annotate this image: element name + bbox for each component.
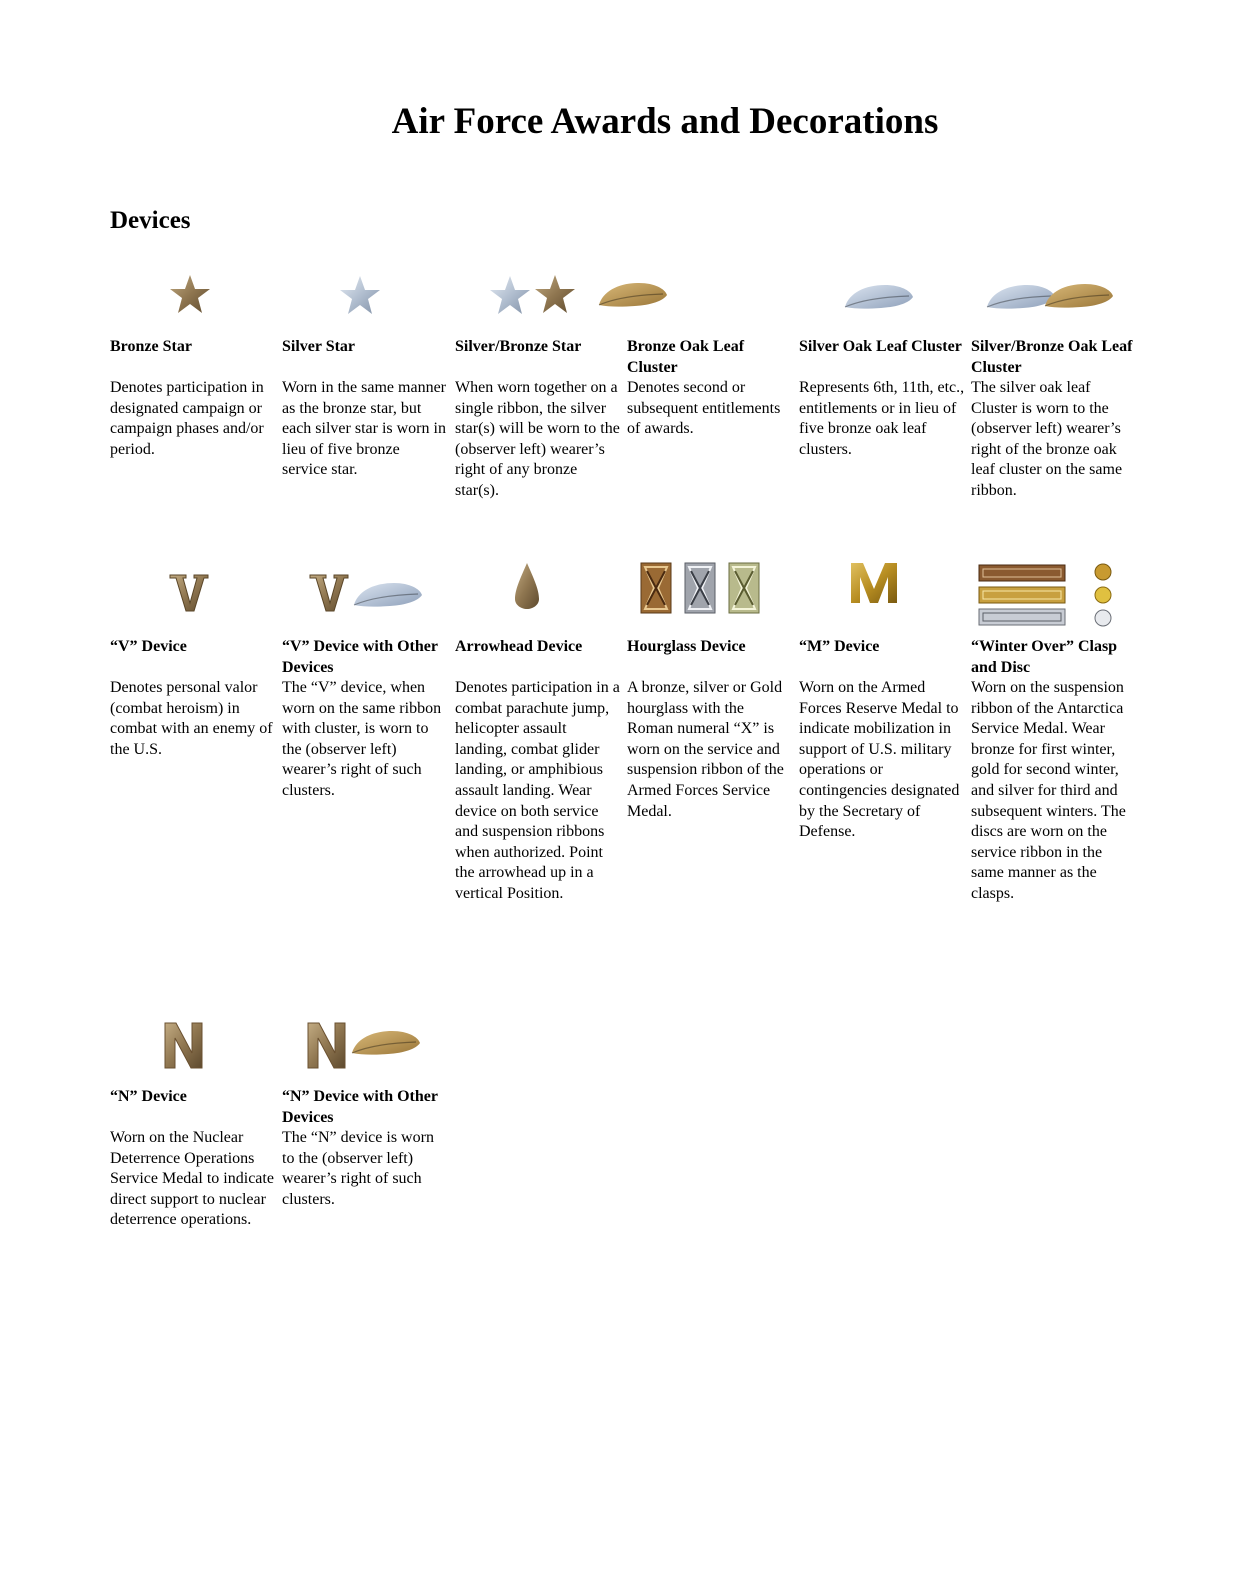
- device-name: Hourglass Device: [627, 638, 746, 655]
- device-name: “Winter Over” Clasp and Disc: [971, 638, 1118, 676]
- device-name: Silver Oak Leaf Cluster: [799, 338, 962, 355]
- device-description: The “V” device, when worn on the same ribbon with cluster, is worn to the (observer left) wearer’s right of such clusters.: [282, 679, 442, 799]
- device-winter-over-clasp-and-disc: [971, 563, 1137, 905]
- device-description: A bronze, silver or Gold hourglass with the Roman numeral “X” is worn on the service and suspension ribbon of the Armed Forces Service Medal.: [627, 679, 784, 820]
- device-description: When worn together on a single ribbon, the silver star(s) will be worn to the (observer left) wearer’s right of any bronze star(s).: [455, 379, 620, 499]
- n-device-with-cluster-icon: [282, 1013, 448, 1079]
- device-description: Denotes personal valor (combat heroism) in combat with an enemy of the U.S.: [110, 679, 273, 758]
- device-silver-oak-leaf-cluster: [799, 263, 965, 460]
- device-name: Silver/Bronze Star: [455, 338, 582, 355]
- device-description: Denotes second or subsequent entitlements of awards.: [627, 379, 781, 438]
- device-name: “M” Device: [799, 638, 880, 655]
- device-n: [110, 1013, 276, 1231]
- winter-over-clasp-icon: [971, 563, 1137, 629]
- device-name: “N” Device with Other Devices: [282, 1088, 438, 1126]
- device-v: [110, 563, 276, 760]
- arrowhead-icon: [455, 563, 621, 629]
- n-device-icon: [110, 1013, 276, 1079]
- device-hourglass: [627, 563, 793, 822]
- silver-bronze-star-icon: [455, 263, 621, 329]
- device-m: [799, 563, 965, 843]
- section-title: Devices: [110, 207, 191, 234]
- device-description: Worn on the Armed Forces Reserve Medal to indicate mobilization in support of U.S. military operations or contingencies designated by the Secretary of Defense.: [799, 679, 960, 841]
- silver-oak-leaf-icon: [799, 263, 965, 329]
- silver-bronze-oak-leaf-icon: [971, 263, 1137, 329]
- device-name: “V” Device with Other Devices: [282, 638, 438, 676]
- silver-star-icon: [282, 263, 448, 329]
- device-description: Worn on the suspension ribbon of the Antarctica Service Medal. Wear bronze for first winter, gold for second winter, and silver for third and subsequent winters. The discs are worn on the service ribbon in the same manner as the clasps.: [971, 679, 1126, 902]
- device-description: The “N” device is worn to the (observer left) wearer’s right of such clusters.: [282, 1129, 434, 1208]
- device-arrowhead: [455, 563, 621, 905]
- device-v-with-other-devices: [282, 563, 448, 802]
- page-title: Air Force Awards and Decorations: [391, 101, 939, 142]
- device-description: Worn in the same manner as the bronze star, but each silver star is worn in lieu of five bronze service star.: [282, 379, 446, 479]
- device-description: Worn on the Nuclear Deterrence Operations Service Medal to indicate direct support to nuclear deterrence operations.: [110, 1129, 274, 1229]
- device-name: Bronze Star: [110, 338, 192, 355]
- v-device-with-cluster-icon: [282, 563, 448, 629]
- m-device-icon: [799, 563, 965, 629]
- device-name: Silver Star: [282, 338, 356, 355]
- device-name: Arrowhead Device: [455, 638, 583, 655]
- device-description: Represents 6th, 11th, etc., entitlements or in lieu of five bronze oak leaf clusters.: [799, 379, 965, 458]
- device-bronze-star: [110, 263, 276, 460]
- bronze-oak-leaf-icon: [627, 263, 793, 329]
- device-n-with-other-devices: [282, 1013, 448, 1210]
- device-silver-star: [282, 263, 448, 481]
- hourglass-icon: [627, 563, 793, 629]
- device-name: “N” Device: [110, 1088, 187, 1105]
- v-device-icon: [110, 563, 276, 629]
- device-description: Denotes participation in designated campaign or campaign phases and/or period.: [110, 379, 264, 458]
- device-description: The silver oak leaf Cluster is worn to the (observer left) wearer’s right of the bronze oak leaf cluster on the same ribbon.: [971, 379, 1123, 499]
- bronze-star-icon: [110, 263, 276, 329]
- device-description: Denotes participation in a combat parachute jump, helicopter assault landing, combat glider landing, or amphibious assault landing. Wear device on both service and suspension ribbons when authorized. Point the arrowhead up in a vertical Position.: [455, 679, 620, 902]
- device-bronze-oak-leaf-cluster: [627, 263, 793, 440]
- device-name: “V” Device: [110, 638, 187, 655]
- device-name: Bronze Oak Leaf Cluster: [627, 338, 745, 376]
- device-silver-bronze-star: [455, 263, 621, 502]
- device-name: Silver/Bronze Oak Leaf Cluster: [971, 338, 1133, 376]
- device-silver-bronze-oak-leaf-cluster: [971, 263, 1137, 502]
